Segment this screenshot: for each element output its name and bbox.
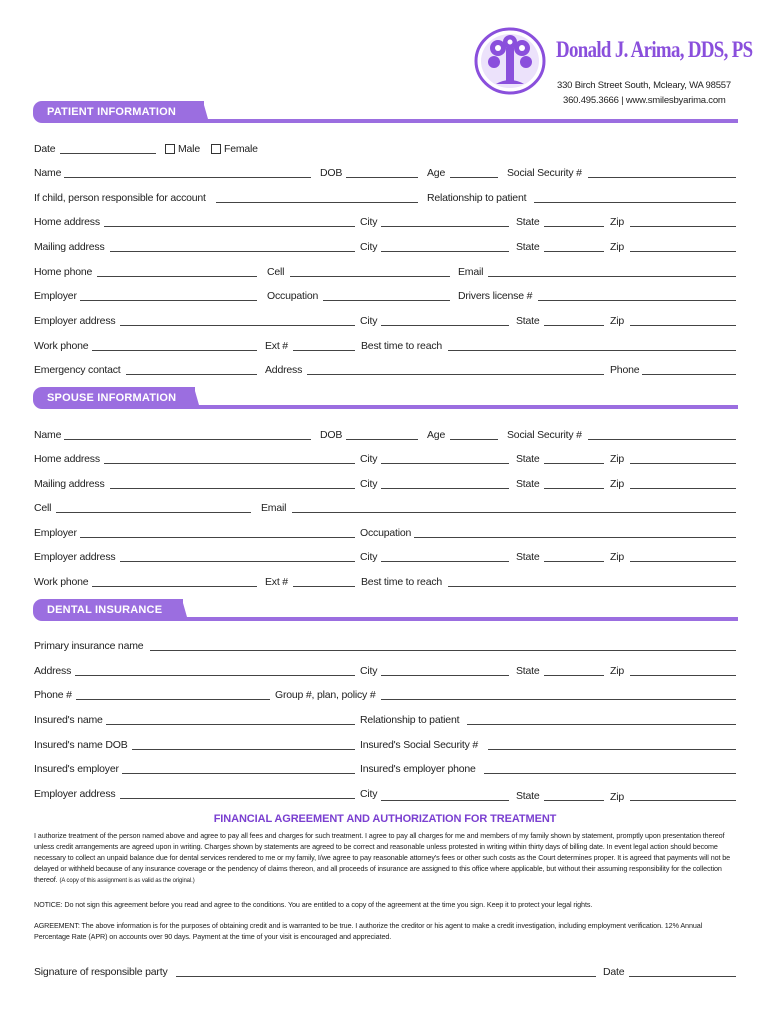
spouse-name-label: Name: [34, 429, 62, 441]
agreement-paragraph-note: (A copy of this assignment is as valid as the original.): [59, 878, 195, 884]
spouse-dob-label: DOB: [320, 429, 343, 441]
spouse-section-header: [33, 387, 738, 413]
mailing-zip-field[interactable]: [630, 251, 736, 252]
insured-employer-address-field[interactable]: [120, 798, 355, 799]
spouse-cell-label: Cell: [34, 502, 52, 514]
spouse-home-city-label: City: [360, 453, 378, 465]
patient-section-title: PATIENT INFORMATION: [47, 106, 177, 118]
signature-field[interactable]: [176, 976, 596, 977]
spouse-employer-state-label: State: [516, 551, 540, 563]
home-zip-label: Zip: [610, 216, 624, 228]
employer-label: Employer: [34, 290, 77, 302]
employer-field[interactable]: [80, 300, 257, 301]
name-label: Name: [34, 167, 62, 179]
relationship-label: Relationship to patient: [427, 192, 527, 204]
date-label: Date: [34, 143, 56, 155]
insurance-zip-field[interactable]: [630, 675, 736, 676]
employer-state-label: State: [516, 315, 540, 327]
employer-city-label: City: [360, 315, 378, 327]
insurance-state-label: State: [516, 665, 540, 677]
spouse-mailing-zip-field[interactable]: [630, 488, 736, 489]
spouse-employer-field[interactable]: [80, 537, 355, 538]
insurance-section-header: [33, 599, 738, 625]
relationship-field[interactable]: [534, 202, 736, 203]
cell-label: Cell: [267, 266, 285, 278]
practice-name: Donald J. Arima, DDS, PS: [556, 37, 753, 62]
spouse-ext-field[interactable]: [293, 586, 355, 587]
insureds-name-label: Insured's name: [34, 714, 103, 726]
insured-relationship-field[interactable]: [467, 724, 736, 725]
spouse-mailing-city-label: City: [360, 478, 378, 490]
employer-address-field[interactable]: [120, 325, 355, 326]
employer-state-field[interactable]: [544, 325, 604, 326]
insureds-employer-phone-field[interactable]: [484, 773, 736, 774]
date-field[interactable]: [60, 153, 156, 154]
insured-employer-city-label: City: [360, 788, 378, 800]
mailing-city-field[interactable]: [381, 251, 509, 252]
spouse-employer-zip-label: Zip: [610, 551, 624, 563]
male-checkbox[interactable]: [165, 144, 175, 154]
responsible-label: If child, person responsible for account: [34, 192, 206, 204]
insurance-phone-label: Phone #: [34, 689, 72, 701]
age-field[interactable]: [450, 177, 498, 178]
insureds-employer-field[interactable]: [122, 773, 355, 774]
signature-date-field[interactable]: [629, 976, 736, 977]
insured-employer-city-field[interactable]: [381, 800, 509, 801]
spouse-name-field[interactable]: [64, 439, 311, 440]
spouse-ssn-label: Social Security #: [507, 429, 582, 441]
ssn-field[interactable]: [588, 177, 736, 178]
group-field[interactable]: [381, 699, 736, 700]
insured-relationship-label: Relationship to patient: [360, 714, 460, 726]
credit-agreement-paragraph: AGREEMENT: The above information is for the purposes of obtaining credit and is warranted to be true. I authorize the creditor or his agent to make a credit investigation, including employment verification. 12% Annual Percentage Rate (APR) on accounts over 90 days. Payment at the time of your visit is encouraged and appreciated.: [34, 921, 703, 941]
spouse-occupation-label: Occupation: [360, 527, 412, 539]
spouse-employer-city-field[interactable]: [381, 561, 509, 562]
section-divider: [169, 599, 740, 625]
emergency-phone-label: Phone: [610, 364, 640, 376]
insureds-employer-label: Insured's employer: [34, 763, 119, 775]
spouse-home-state-label: State: [516, 453, 540, 465]
spouse-email-field[interactable]: [292, 512, 736, 513]
section-divider: [181, 387, 740, 413]
email-label: Email: [458, 266, 484, 278]
spouse-section-title: SPOUSE INFORMATION: [47, 392, 177, 404]
spouse-employer-address-label: Employer address: [34, 551, 116, 563]
work-phone-label: Work phone: [34, 340, 89, 352]
home-state-label: State: [516, 216, 540, 228]
insurance-section-title: DENTAL INSURANCE: [47, 604, 163, 616]
spouse-employer-city-label: City: [360, 551, 378, 563]
employer-zip-field[interactable]: [630, 325, 736, 326]
home-phone-field[interactable]: [97, 276, 257, 277]
insurance-address-field[interactable]: [75, 675, 355, 676]
spouse-home-zip-label: Zip: [610, 453, 624, 465]
spouse-home-state-field[interactable]: [544, 463, 604, 464]
ext-field[interactable]: [293, 350, 355, 351]
insureds-employer-phone-label: Insured's employer phone: [360, 763, 476, 775]
emergency-contact-label: Emergency contact: [34, 364, 121, 376]
emergency-contact-field[interactable]: [126, 374, 257, 375]
ext-label: Ext #: [265, 340, 288, 352]
cell-field[interactable]: [290, 276, 450, 277]
practice-contact: 360.495.3666 | www.smilesbyarima.com: [563, 95, 726, 106]
practice-logo: [470, 26, 552, 96]
insurance-state-field[interactable]: [544, 675, 604, 676]
agreement-paragraph: [34, 830, 736, 887]
spouse-mailing-address-label: Mailing address: [34, 478, 105, 490]
responsible-field[interactable]: [216, 202, 418, 203]
insured-employer-address-label: Employer address: [34, 788, 116, 800]
spouse-age-field[interactable]: [450, 439, 498, 440]
emergency-phone-field[interactable]: [642, 374, 736, 375]
spouse-home-address-label: Home address: [34, 453, 100, 465]
mailing-state-field[interactable]: [544, 251, 604, 252]
signature-label: Signature of responsible party: [34, 966, 168, 978]
home-address-label: Home address: [34, 216, 100, 228]
insurance-phone-field[interactable]: [76, 699, 270, 700]
agreement-paragraph-text: I authorize treatment of the person named above and agree to pay all fees and charges for such treatment. I agree to pay all charges for me and members of my family shown by statement, promptly upon presentation thereof unless credit arrangements are agreed upon in writing. Charges shown by statements are agreed to be correct and reasonable unless protested in writing within thirty days of billing date. In event legal action should become necessary to collect an unpaid balance due for dental services rendered to me or my family, I/we agree to pay reasonable attorney's fees or other such costs as the Court determines proper. It is agreed that payments will not be delayed or withheld because of any insurance coverage or the pendency of claims thereon, and all proceeds of insurance are assigned to this office where applicable, but without their assuming responsibility for the collection thereof.: [34, 831, 731, 884]
dob-field[interactable]: [346, 177, 418, 178]
spouse-ssn-field[interactable]: [588, 439, 736, 440]
occupation-field[interactable]: [323, 300, 450, 301]
spouse-occupation-field[interactable]: [414, 537, 736, 538]
insurance-city-label: City: [360, 665, 378, 677]
insured-employer-zip-field[interactable]: [630, 800, 736, 801]
primary-insurance-field[interactable]: [150, 650, 736, 651]
work-phone-field[interactable]: [92, 350, 257, 351]
occupation-label: Occupation: [267, 290, 319, 302]
spouse-employer-label: Employer: [34, 527, 77, 539]
insurance-address-label: Address: [34, 665, 72, 677]
mailing-city-label: City: [360, 241, 378, 253]
spouse-email-label: Email: [261, 502, 287, 514]
spouse-home-zip-field[interactable]: [630, 463, 736, 464]
insured-employer-state-field[interactable]: [544, 800, 604, 801]
spouse-mailing-state-label: State: [516, 478, 540, 490]
drivers-license-field[interactable]: [538, 300, 736, 301]
section-divider: [190, 101, 740, 127]
email-field[interactable]: [488, 276, 736, 277]
spouse-best-time-label: Best time to reach: [361, 576, 443, 588]
emergency-address-label: Address: [265, 364, 303, 376]
insureds-dob-label: Insured's name DOB: [34, 739, 128, 751]
insureds-name-field[interactable]: [106, 724, 355, 725]
home-city-field[interactable]: [381, 226, 509, 227]
employer-address-label: Employer address: [34, 315, 116, 327]
agreement-title: FINANCIAL AGREEMENT AND AUTHORIZATION FOR TREATMENT: [213, 813, 557, 825]
employer-zip-label: Zip: [610, 315, 624, 327]
mailing-zip-label: Zip: [610, 241, 624, 253]
home-zip-field[interactable]: [630, 226, 736, 227]
mailing-state-label: State: [516, 241, 540, 253]
spouse-employer-address-field[interactable]: [120, 561, 355, 562]
spouse-mailing-zip-label: Zip: [610, 478, 624, 490]
insured-employer-zip-label: Zip: [610, 791, 624, 803]
mailing-address-field[interactable]: [110, 251, 355, 252]
spouse-mailing-address-field[interactable]: [110, 488, 355, 489]
home-phone-label: Home phone: [34, 266, 93, 278]
female-checkbox[interactable]: [211, 144, 221, 154]
spouse-mailing-city-field[interactable]: [381, 488, 509, 489]
insurance-city-field[interactable]: [381, 675, 509, 676]
ssn-label: Social Security #: [507, 167, 582, 179]
insureds-ssn-field[interactable]: [488, 749, 736, 750]
spouse-work-phone-field[interactable]: [92, 586, 257, 587]
home-city-label: City: [360, 216, 378, 228]
mailing-address-label: Mailing address: [34, 241, 105, 253]
insured-employer-state-label: State: [516, 790, 540, 802]
notice-paragraph: NOTICE: Do not sign this agreement before you read and agree to the conditions. You are entitled to a copy of the agreement at the time you sign. Keep it to protect your legal rights.: [34, 900, 593, 909]
spouse-cell-field[interactable]: [56, 512, 251, 513]
spouse-dob-field[interactable]: [346, 439, 418, 440]
name-field[interactable]: [64, 177, 311, 178]
male-label: Male: [178, 143, 200, 155]
best-time-field[interactable]: [448, 350, 736, 351]
spouse-employer-state-field[interactable]: [544, 561, 604, 562]
patient-section-header: [33, 101, 738, 127]
best-time-label: Best time to reach: [361, 340, 443, 352]
signature-date-label: Date: [603, 966, 625, 978]
primary-insurance-label: Primary insurance name: [34, 640, 144, 652]
insurance-zip-label: Zip: [610, 665, 624, 677]
dob-label: DOB: [320, 167, 343, 179]
spouse-employer-zip-field[interactable]: [630, 561, 736, 562]
insureds-dob-field[interactable]: [132, 749, 355, 750]
spouse-mailing-state-field[interactable]: [544, 488, 604, 489]
spouse-work-phone-label: Work phone: [34, 576, 89, 588]
home-state-field[interactable]: [544, 226, 604, 227]
spouse-best-time-field[interactable]: [448, 586, 736, 587]
practice-address: 330 Birch Street South, Mcleary, WA 98557: [557, 80, 731, 91]
age-label: Age: [427, 167, 446, 179]
insureds-ssn-label: Insured's Social Security #: [360, 739, 478, 751]
spouse-age-label: Age: [427, 429, 446, 441]
spouse-home-city-field[interactable]: [381, 463, 509, 464]
emergency-address-field[interactable]: [307, 374, 604, 375]
spouse-home-address-field[interactable]: [104, 463, 355, 464]
group-label: Group #, plan, policy #: [275, 689, 376, 701]
female-label: Female: [224, 143, 258, 155]
spouse-ext-label: Ext #: [265, 576, 288, 588]
drivers-license-label: Drivers license #: [458, 290, 533, 302]
employer-city-field[interactable]: [381, 325, 509, 326]
home-address-field[interactable]: [104, 226, 355, 227]
